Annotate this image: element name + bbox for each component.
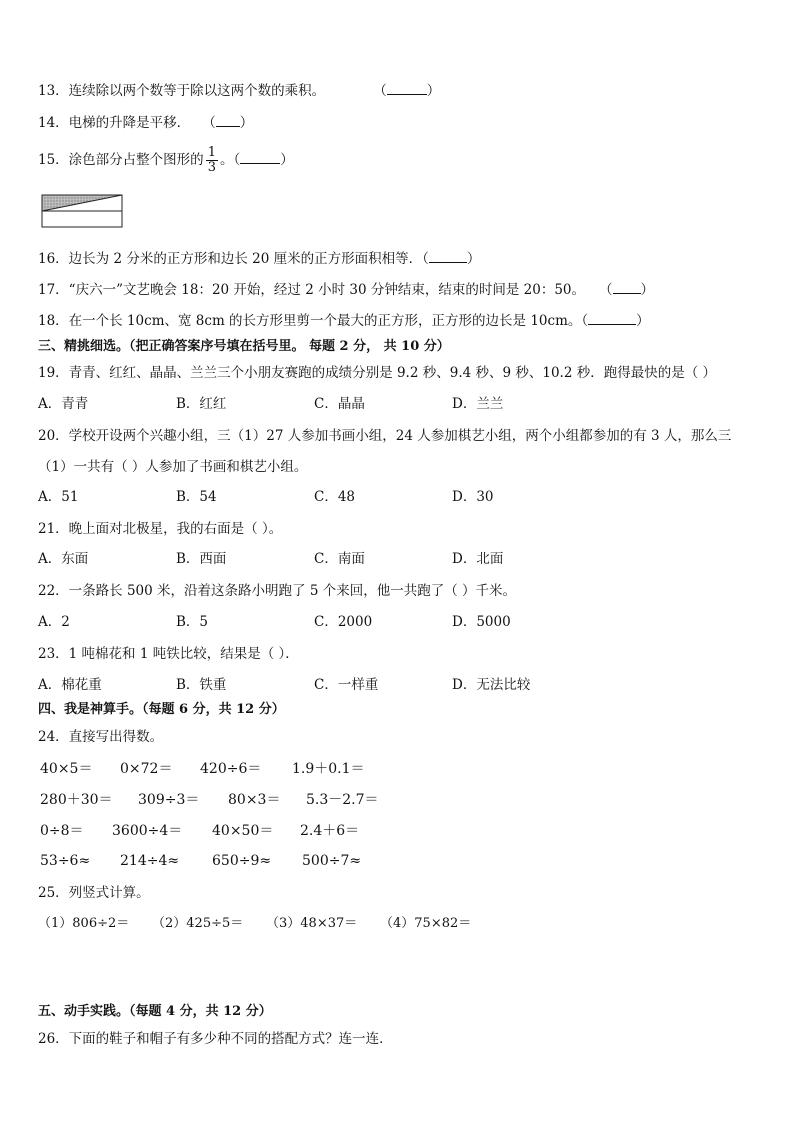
option-c[interactable]: C．2000: [314, 614, 373, 630]
shaded-rectangle-figure: [41, 194, 123, 228]
calc-item: 500÷7≈: [302, 853, 362, 869]
option-b[interactable]: B．铁重: [176, 677, 227, 693]
option-a[interactable]: A．东面: [38, 551, 89, 567]
calc-item: 420÷6＝: [200, 761, 262, 777]
question-24: 24．直接写出得数。: [38, 729, 164, 745]
fraction-one-third: $\frac{1}{3}$: [207, 145, 216, 175]
calc-item: 1.9＋0.1＝: [292, 761, 365, 777]
question-17-text: 17．“庆六一”文艺晚会 18：20 开始，经过 2 小时 30 分钟结束，结束的时间是 20：50。: [38, 282, 585, 298]
calc-item: 5.3－2.7＝: [306, 792, 379, 808]
question-15-text: 15．涂色部分占整个图形的: [38, 152, 204, 168]
calc-item: 309÷3＝: [138, 792, 200, 808]
calc-item: 0×72＝: [120, 761, 173, 777]
option-d[interactable]: D．30: [452, 489, 494, 505]
option-a[interactable]: A．2: [38, 614, 70, 630]
vertical-calc-item: （4）75×82＝: [380, 916, 472, 931]
calc-item: 214÷4≈: [120, 853, 180, 869]
question-20-line-2: （1）一共有（ ）人参加了书画和棋艺小组。: [38, 459, 308, 475]
calc-item: 3600÷4＝: [112, 823, 183, 839]
option-b[interactable]: B．5: [176, 614, 209, 630]
option-c[interactable]: C．南面: [314, 551, 365, 567]
option-a[interactable]: A．棉花重: [38, 677, 102, 693]
section-5-heading: 五、动手实践。（每题 4 分，共 12 分）: [38, 1004, 272, 1019]
question-21: 21．晚上面对北极星，我的右面是（ ）。: [38, 521, 283, 537]
question-25: 25．列竖式计算。: [38, 885, 150, 901]
question-16: 16．边长为 2 分米的正方形和边长 20 厘米的正方形面积相等．（ ）: [38, 251, 481, 267]
answer-blank[interactable]: [613, 281, 641, 294]
calc-item: 53÷6≈: [40, 853, 91, 869]
section-3-heading: 三、精挑细选。（把正确答案序号填在括号里。 每题 2 分， 共 10 分）: [38, 339, 450, 354]
question-17: 17．“庆六一”文艺晚会 18：20 开始，经过 2 小时 30 分钟结束，结束的时间是 20：50。 （ ）: [38, 282, 654, 298]
answer-blank[interactable]: [240, 151, 280, 164]
answer-blank[interactable]: [387, 82, 427, 95]
option-d[interactable]: D．兰兰: [452, 396, 504, 412]
calc-item: 2.4＋6＝: [300, 823, 360, 839]
question-19: 19．青青、红红、晶晶、兰兰三个小朋友赛跑的成绩分别是 9.2 秒、9.4 秒、9 秒、10.2 秒．跑得最快的是（ ）: [38, 365, 717, 381]
question-18-text: 18．在一个长 10cm、宽 8cm 的长方形里剪一个最大的正方形，正方形的边长是 10cm。（: [38, 313, 589, 329]
answer-blank[interactable]: [216, 114, 240, 127]
calc-item: 80×3＝: [228, 792, 281, 808]
question-15: 15．涂色部分占整个图形的 $\frac{1}{3}$ 。（ ）: [38, 145, 294, 175]
vertical-calc-item: （1）806÷2＝: [38, 916, 130, 931]
calc-item: 40×50＝: [212, 823, 274, 839]
question-14-text: 14．电梯的升降是平移．: [38, 115, 191, 131]
question-23: 23．1 吨棉花和 1 吨铁比较，结果是（ ）．: [38, 646, 299, 662]
question-13-text: 13．连续除以两个数等于除以这两个数的乘积。: [38, 83, 326, 99]
question-26: 26．下面的鞋子和帽子有多少种不同的搭配方式？连一连．: [38, 1031, 393, 1047]
question-16-text: 16．边长为 2 分米的正方形和边长 20 厘米的正方形面积相等．（: [38, 251, 429, 267]
vertical-calc-item: （2）425÷5＝: [152, 916, 244, 931]
option-a[interactable]: A．青青: [38, 396, 89, 412]
option-b[interactable]: B．54: [176, 489, 217, 505]
answer-blank[interactable]: [429, 250, 467, 263]
option-c[interactable]: C．晶晶: [314, 396, 365, 412]
option-b[interactable]: B．西面: [176, 551, 227, 567]
question-18: 18．在一个长 10cm、宽 8cm 的长方形里剪一个最大的正方形，正方形的边长是 10cm。（ ）: [38, 313, 650, 329]
vertical-calc-item: （3）48×37＝: [266, 916, 358, 931]
option-b[interactable]: B．红红: [176, 396, 227, 412]
calc-item: 0÷8＝: [40, 823, 84, 839]
option-c[interactable]: C．一样重: [314, 677, 379, 693]
question-14: 14．电梯的升降是平移． （ ）: [38, 115, 254, 131]
section-4-heading: 四、我是神算手。（每题 6 分，共 12 分）: [38, 702, 285, 717]
calc-item: 280＋30＝: [40, 792, 113, 808]
option-d[interactable]: D．5000: [452, 614, 511, 630]
question-13: 13．连续除以两个数等于除以这两个数的乘积。 （ ）: [38, 83, 441, 99]
option-d[interactable]: D．无法比较: [452, 677, 531, 693]
option-d[interactable]: D．北面: [452, 551, 504, 567]
calc-item: 650÷9≈: [212, 853, 272, 869]
calc-item: 40×5＝: [40, 761, 93, 777]
question-20-line-1: 20．学校开设两个兴趣小组，三（1）27 人参加书画小组，24 人参加棋艺小组，两个小组都参加的有 3 人，那么三: [38, 428, 732, 444]
option-c[interactable]: C．48: [314, 489, 356, 505]
answer-blank[interactable]: [588, 312, 636, 325]
question-22: 22．一条路长 500 米，沿着这条路小明跑了 5 个来回，他一共跑了（ ）千米。: [38, 583, 516, 599]
option-a[interactable]: A．51: [38, 489, 79, 505]
